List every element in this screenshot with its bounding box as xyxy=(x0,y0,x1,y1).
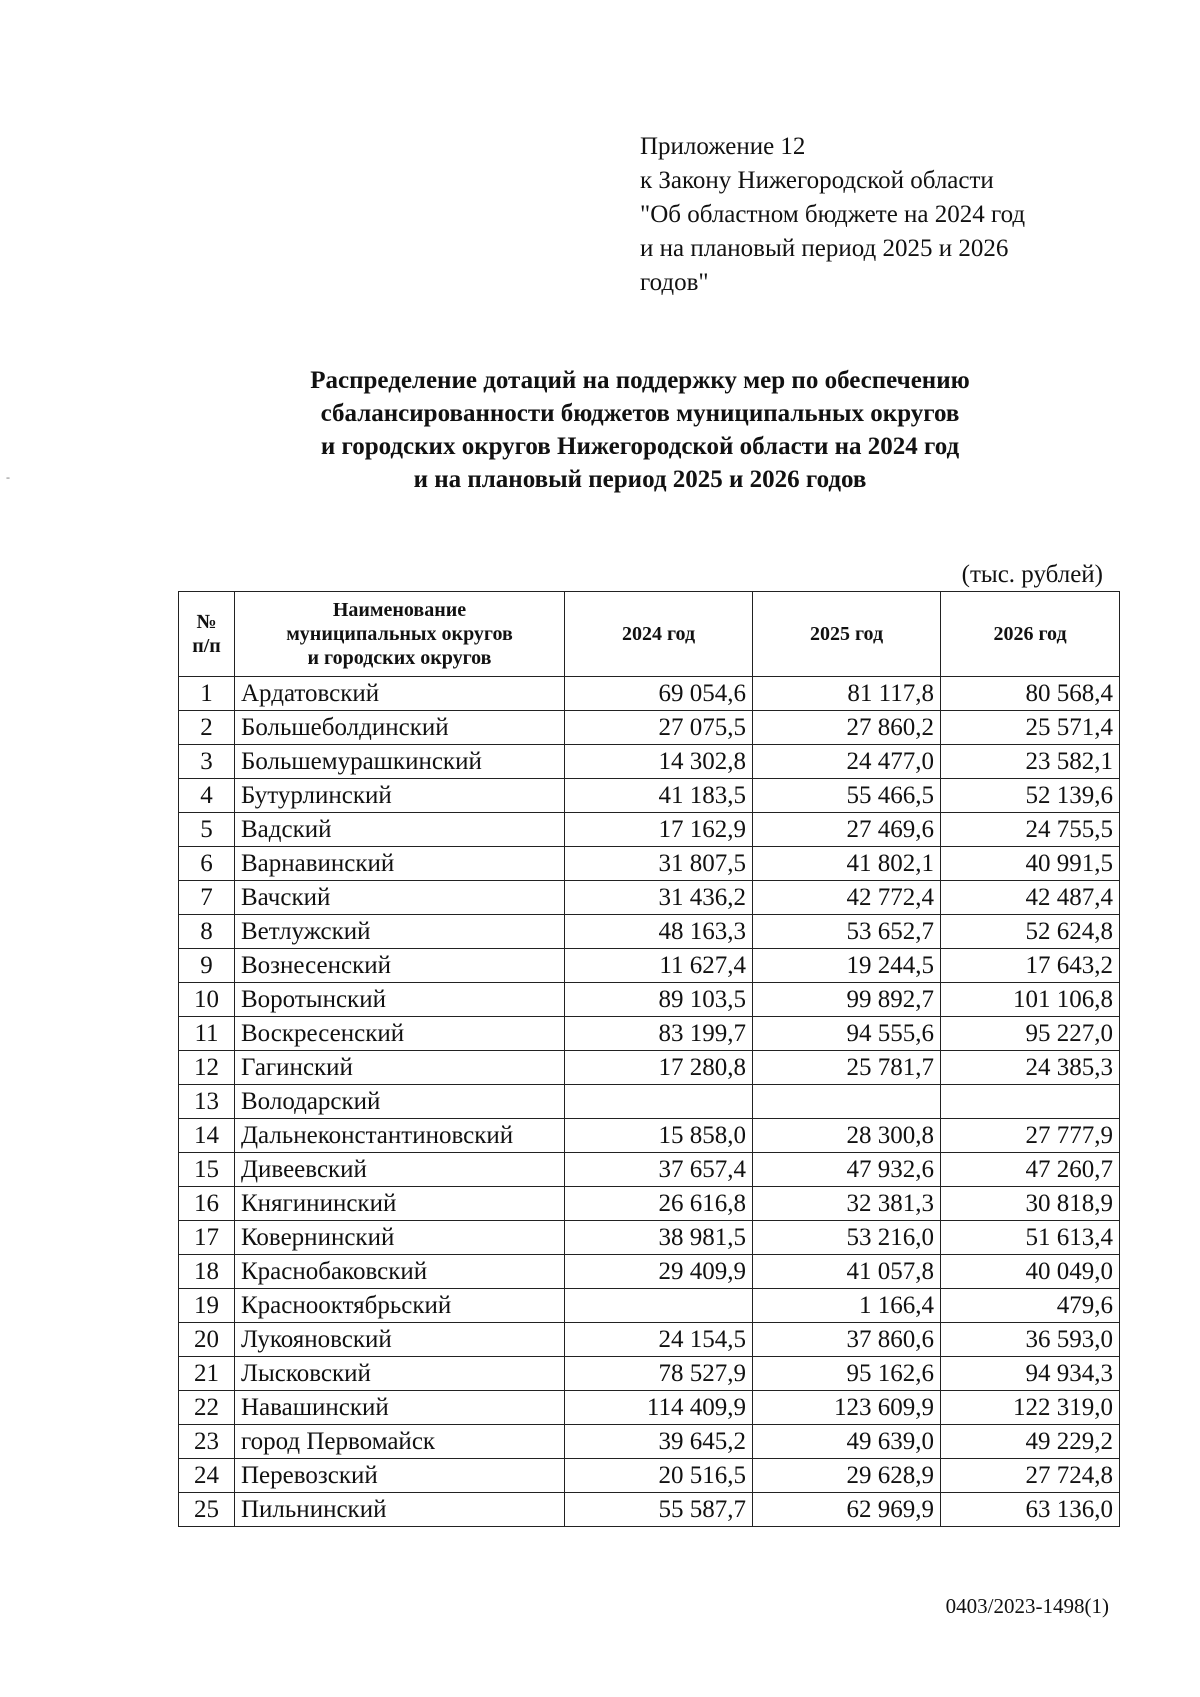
title-line: сбалансированности бюджетов муниципальных округов xyxy=(320,400,960,427)
row-number: 1 xyxy=(179,677,235,711)
appendix-line: Приложение 12 xyxy=(640,133,806,160)
value-2024: 31 807,5 xyxy=(565,847,753,881)
table-row xyxy=(179,745,1120,779)
municipality-name: Большемурашкинский xyxy=(235,745,565,779)
table-row xyxy=(179,1493,1120,1527)
value-2026: 52 624,8 xyxy=(941,915,1120,949)
row-number: 6 xyxy=(179,847,235,881)
value-2025: 62 969,9 xyxy=(753,1493,941,1527)
value-2025: 41 802,1 xyxy=(753,847,941,881)
municipality-name: Дивеевский xyxy=(235,1153,565,1187)
table-row xyxy=(179,779,1120,813)
table-row xyxy=(179,1153,1120,1187)
row-number: 7 xyxy=(179,881,235,915)
appendix-line: "Об областном бюджете на 2024 год xyxy=(640,201,1026,228)
value-2025: 24 477,0 xyxy=(753,745,941,779)
value-2024: 29 409,9 xyxy=(565,1255,753,1289)
header-2025: 2025 год xyxy=(753,592,941,677)
header-number-line: № xyxy=(196,611,217,633)
table-row xyxy=(179,1323,1120,1357)
value-2026: 49 229,2 xyxy=(941,1425,1120,1459)
value-2024: 41 183,5 xyxy=(565,779,753,813)
row-number: 2 xyxy=(179,711,235,745)
row-number: 17 xyxy=(179,1221,235,1255)
header-name-line: и городских округов xyxy=(307,647,492,669)
table-row xyxy=(179,1187,1120,1221)
value-2024: 17 162,9 xyxy=(565,813,753,847)
table-row xyxy=(179,1051,1120,1085)
value-2025 xyxy=(753,1085,941,1119)
municipality-name: Княгининский xyxy=(235,1187,565,1221)
table-header-row xyxy=(179,592,1120,677)
header-name xyxy=(235,592,565,677)
header-name-line: Наименование xyxy=(332,599,467,621)
value-2025: 27 860,2 xyxy=(753,711,941,745)
row-number: 25 xyxy=(179,1493,235,1527)
appendix-header xyxy=(640,130,1025,300)
scan-margin-mark: - xyxy=(6,470,10,484)
row-number: 4 xyxy=(179,779,235,813)
value-2026: 27 777,9 xyxy=(941,1119,1120,1153)
appendix-line: и на плановый период 2025 и 2026 xyxy=(640,235,1009,262)
value-2026: 40 991,5 xyxy=(941,847,1120,881)
value-2025: 27 469,6 xyxy=(753,813,941,847)
table-row xyxy=(179,1357,1120,1391)
value-2026: 23 582,1 xyxy=(941,745,1120,779)
value-2024: 27 075,5 xyxy=(565,711,753,745)
municipality-name: Пильнинский xyxy=(235,1493,565,1527)
municipality-name: Воротынский xyxy=(235,983,565,1017)
table-row xyxy=(179,1255,1120,1289)
municipality-name: Навашинский xyxy=(235,1391,565,1425)
municipality-name: Краснооктябрьский xyxy=(235,1289,565,1323)
table-row xyxy=(179,847,1120,881)
value-2025: 81 117,8 xyxy=(753,677,941,711)
value-2025: 99 892,7 xyxy=(753,983,941,1017)
value-2026: 52 139,6 xyxy=(941,779,1120,813)
value-2026: 94 934,3 xyxy=(941,1357,1120,1391)
municipality-name: Лысковский xyxy=(235,1357,565,1391)
municipality-name: Вачский xyxy=(235,881,565,915)
row-number: 13 xyxy=(179,1085,235,1119)
value-2024: 89 103,5 xyxy=(565,983,753,1017)
value-2026: 24 755,5 xyxy=(941,813,1120,847)
value-2025: 29 628,9 xyxy=(753,1459,941,1493)
value-2024: 69 054,6 xyxy=(565,677,753,711)
header-2024: 2024 год xyxy=(565,592,753,677)
value-2026: 25 571,4 xyxy=(941,711,1120,745)
municipality-name: Варнавинский xyxy=(235,847,565,881)
table-row xyxy=(179,881,1120,915)
municipality-name: Володарский xyxy=(235,1085,565,1119)
table-row xyxy=(179,677,1120,711)
value-2024 xyxy=(565,1085,753,1119)
value-2025: 28 300,8 xyxy=(753,1119,941,1153)
value-2024: 78 527,9 xyxy=(565,1357,753,1391)
value-2025: 37 860,6 xyxy=(753,1323,941,1357)
value-2025: 95 162,6 xyxy=(753,1357,941,1391)
municipality-name: Ковернинский xyxy=(235,1221,565,1255)
header-number xyxy=(179,592,235,677)
row-number: 8 xyxy=(179,915,235,949)
table-body xyxy=(179,677,1120,1527)
value-2026: 479,6 xyxy=(941,1289,1120,1323)
value-2024: 38 981,5 xyxy=(565,1221,753,1255)
table-row xyxy=(179,1425,1120,1459)
table-row xyxy=(179,1017,1120,1051)
value-2024: 15 858,0 xyxy=(565,1119,753,1153)
table-row xyxy=(179,949,1120,983)
value-2026: 30 818,9 xyxy=(941,1187,1120,1221)
municipality-name: город Первомайск xyxy=(235,1425,565,1459)
value-2026: 122 319,0 xyxy=(941,1391,1120,1425)
appendix-line: к Закону Нижегородской области xyxy=(640,167,994,194)
table-row xyxy=(179,711,1120,745)
value-2024: 26 616,8 xyxy=(565,1187,753,1221)
value-2024: 11 627,4 xyxy=(565,949,753,983)
table-row xyxy=(179,1221,1120,1255)
municipality-name: Воскресенский xyxy=(235,1017,565,1051)
value-2026: 63 136,0 xyxy=(941,1493,1120,1527)
table-row xyxy=(179,983,1120,1017)
title-line: Распределение дотаций на поддержку мер по обеспечению xyxy=(310,367,970,394)
municipality-name: Вадский xyxy=(235,813,565,847)
row-number: 12 xyxy=(179,1051,235,1085)
table-row xyxy=(179,915,1120,949)
value-2024: 83 199,7 xyxy=(565,1017,753,1051)
appendix-line: годов" xyxy=(640,269,709,296)
table-row xyxy=(179,1391,1120,1425)
row-number: 5 xyxy=(179,813,235,847)
municipality-name: Дальнеконстантиновский xyxy=(235,1119,565,1153)
value-2025: 53 652,7 xyxy=(753,915,941,949)
table-row xyxy=(179,1119,1120,1153)
row-number: 15 xyxy=(179,1153,235,1187)
row-number: 24 xyxy=(179,1459,235,1493)
value-2026: 80 568,4 xyxy=(941,677,1120,711)
municipality-name: Ардатовский xyxy=(235,677,565,711)
row-number: 22 xyxy=(179,1391,235,1425)
row-number: 19 xyxy=(179,1289,235,1323)
header-name-line: муниципальных округов xyxy=(286,623,513,645)
document-code: 0403/2023-1498(1) xyxy=(945,1594,1109,1618)
municipality-name: Лукояновский xyxy=(235,1323,565,1357)
units-label: (тыс. рублей) xyxy=(961,561,1103,588)
value-2025: 25 781,7 xyxy=(753,1051,941,1085)
row-number: 23 xyxy=(179,1425,235,1459)
value-2025: 42 772,4 xyxy=(753,881,941,915)
row-number: 9 xyxy=(179,949,235,983)
municipality-name: Краснобаковский xyxy=(235,1255,565,1289)
value-2026 xyxy=(941,1085,1120,1119)
value-2026: 40 049,0 xyxy=(941,1255,1120,1289)
header-2026: 2026 год xyxy=(941,592,1120,677)
value-2024: 24 154,5 xyxy=(565,1323,753,1357)
document-title xyxy=(200,364,1080,496)
value-2024: 17 280,8 xyxy=(565,1051,753,1085)
value-2025: 55 466,5 xyxy=(753,779,941,813)
value-2026: 95 227,0 xyxy=(941,1017,1120,1051)
title-line: и городских округов Нижегородской области на 2024 год xyxy=(320,433,960,460)
value-2025: 94 555,6 xyxy=(753,1017,941,1051)
value-2026: 17 643,2 xyxy=(941,949,1120,983)
municipality-name: Перевозский xyxy=(235,1459,565,1493)
value-2025: 123 609,9 xyxy=(753,1391,941,1425)
table-row xyxy=(179,1085,1120,1119)
row-number: 3 xyxy=(179,745,235,779)
title-line: и на плановый период 2025 и 2026 годов xyxy=(413,466,867,493)
value-2024: 55 587,7 xyxy=(565,1493,753,1527)
value-2024: 48 163,3 xyxy=(565,915,753,949)
row-number: 14 xyxy=(179,1119,235,1153)
row-number: 10 xyxy=(179,983,235,1017)
value-2025: 1 166,4 xyxy=(753,1289,941,1323)
municipality-name: Большеболдинский xyxy=(235,711,565,745)
municipality-name: Ветлужский xyxy=(235,915,565,949)
value-2024: 37 657,4 xyxy=(565,1153,753,1187)
value-2025: 53 216,0 xyxy=(753,1221,941,1255)
value-2024: 14 302,8 xyxy=(565,745,753,779)
row-number: 11 xyxy=(179,1017,235,1051)
value-2024: 31 436,2 xyxy=(565,881,753,915)
value-2026: 36 593,0 xyxy=(941,1323,1120,1357)
municipality-name: Вознесенский xyxy=(235,949,565,983)
row-number: 18 xyxy=(179,1255,235,1289)
value-2025: 32 381,3 xyxy=(753,1187,941,1221)
value-2026: 51 613,4 xyxy=(941,1221,1120,1255)
municipality-name: Гагинский xyxy=(235,1051,565,1085)
value-2025: 49 639,0 xyxy=(753,1425,941,1459)
value-2026: 24 385,3 xyxy=(941,1051,1120,1085)
row-number: 21 xyxy=(179,1357,235,1391)
value-2026: 42 487,4 xyxy=(941,881,1120,915)
value-2026: 101 106,8 xyxy=(941,983,1120,1017)
header-number-line: п/п xyxy=(192,635,221,657)
municipality-name: Бутурлинский xyxy=(235,779,565,813)
value-2024: 20 516,5 xyxy=(565,1459,753,1493)
table-row xyxy=(179,1459,1120,1493)
value-2026: 27 724,8 xyxy=(941,1459,1120,1493)
value-2025: 41 057,8 xyxy=(753,1255,941,1289)
value-2025: 19 244,5 xyxy=(753,949,941,983)
table-row xyxy=(179,813,1120,847)
value-2026: 47 260,7 xyxy=(941,1153,1120,1187)
value-2024: 39 645,2 xyxy=(565,1425,753,1459)
row-number: 16 xyxy=(179,1187,235,1221)
value-2024 xyxy=(565,1289,753,1323)
subsidy-table xyxy=(178,591,1120,1527)
value-2024: 114 409,9 xyxy=(565,1391,753,1425)
table-row xyxy=(179,1289,1120,1323)
row-number: 20 xyxy=(179,1323,235,1357)
value-2025: 47 932,6 xyxy=(753,1153,941,1187)
